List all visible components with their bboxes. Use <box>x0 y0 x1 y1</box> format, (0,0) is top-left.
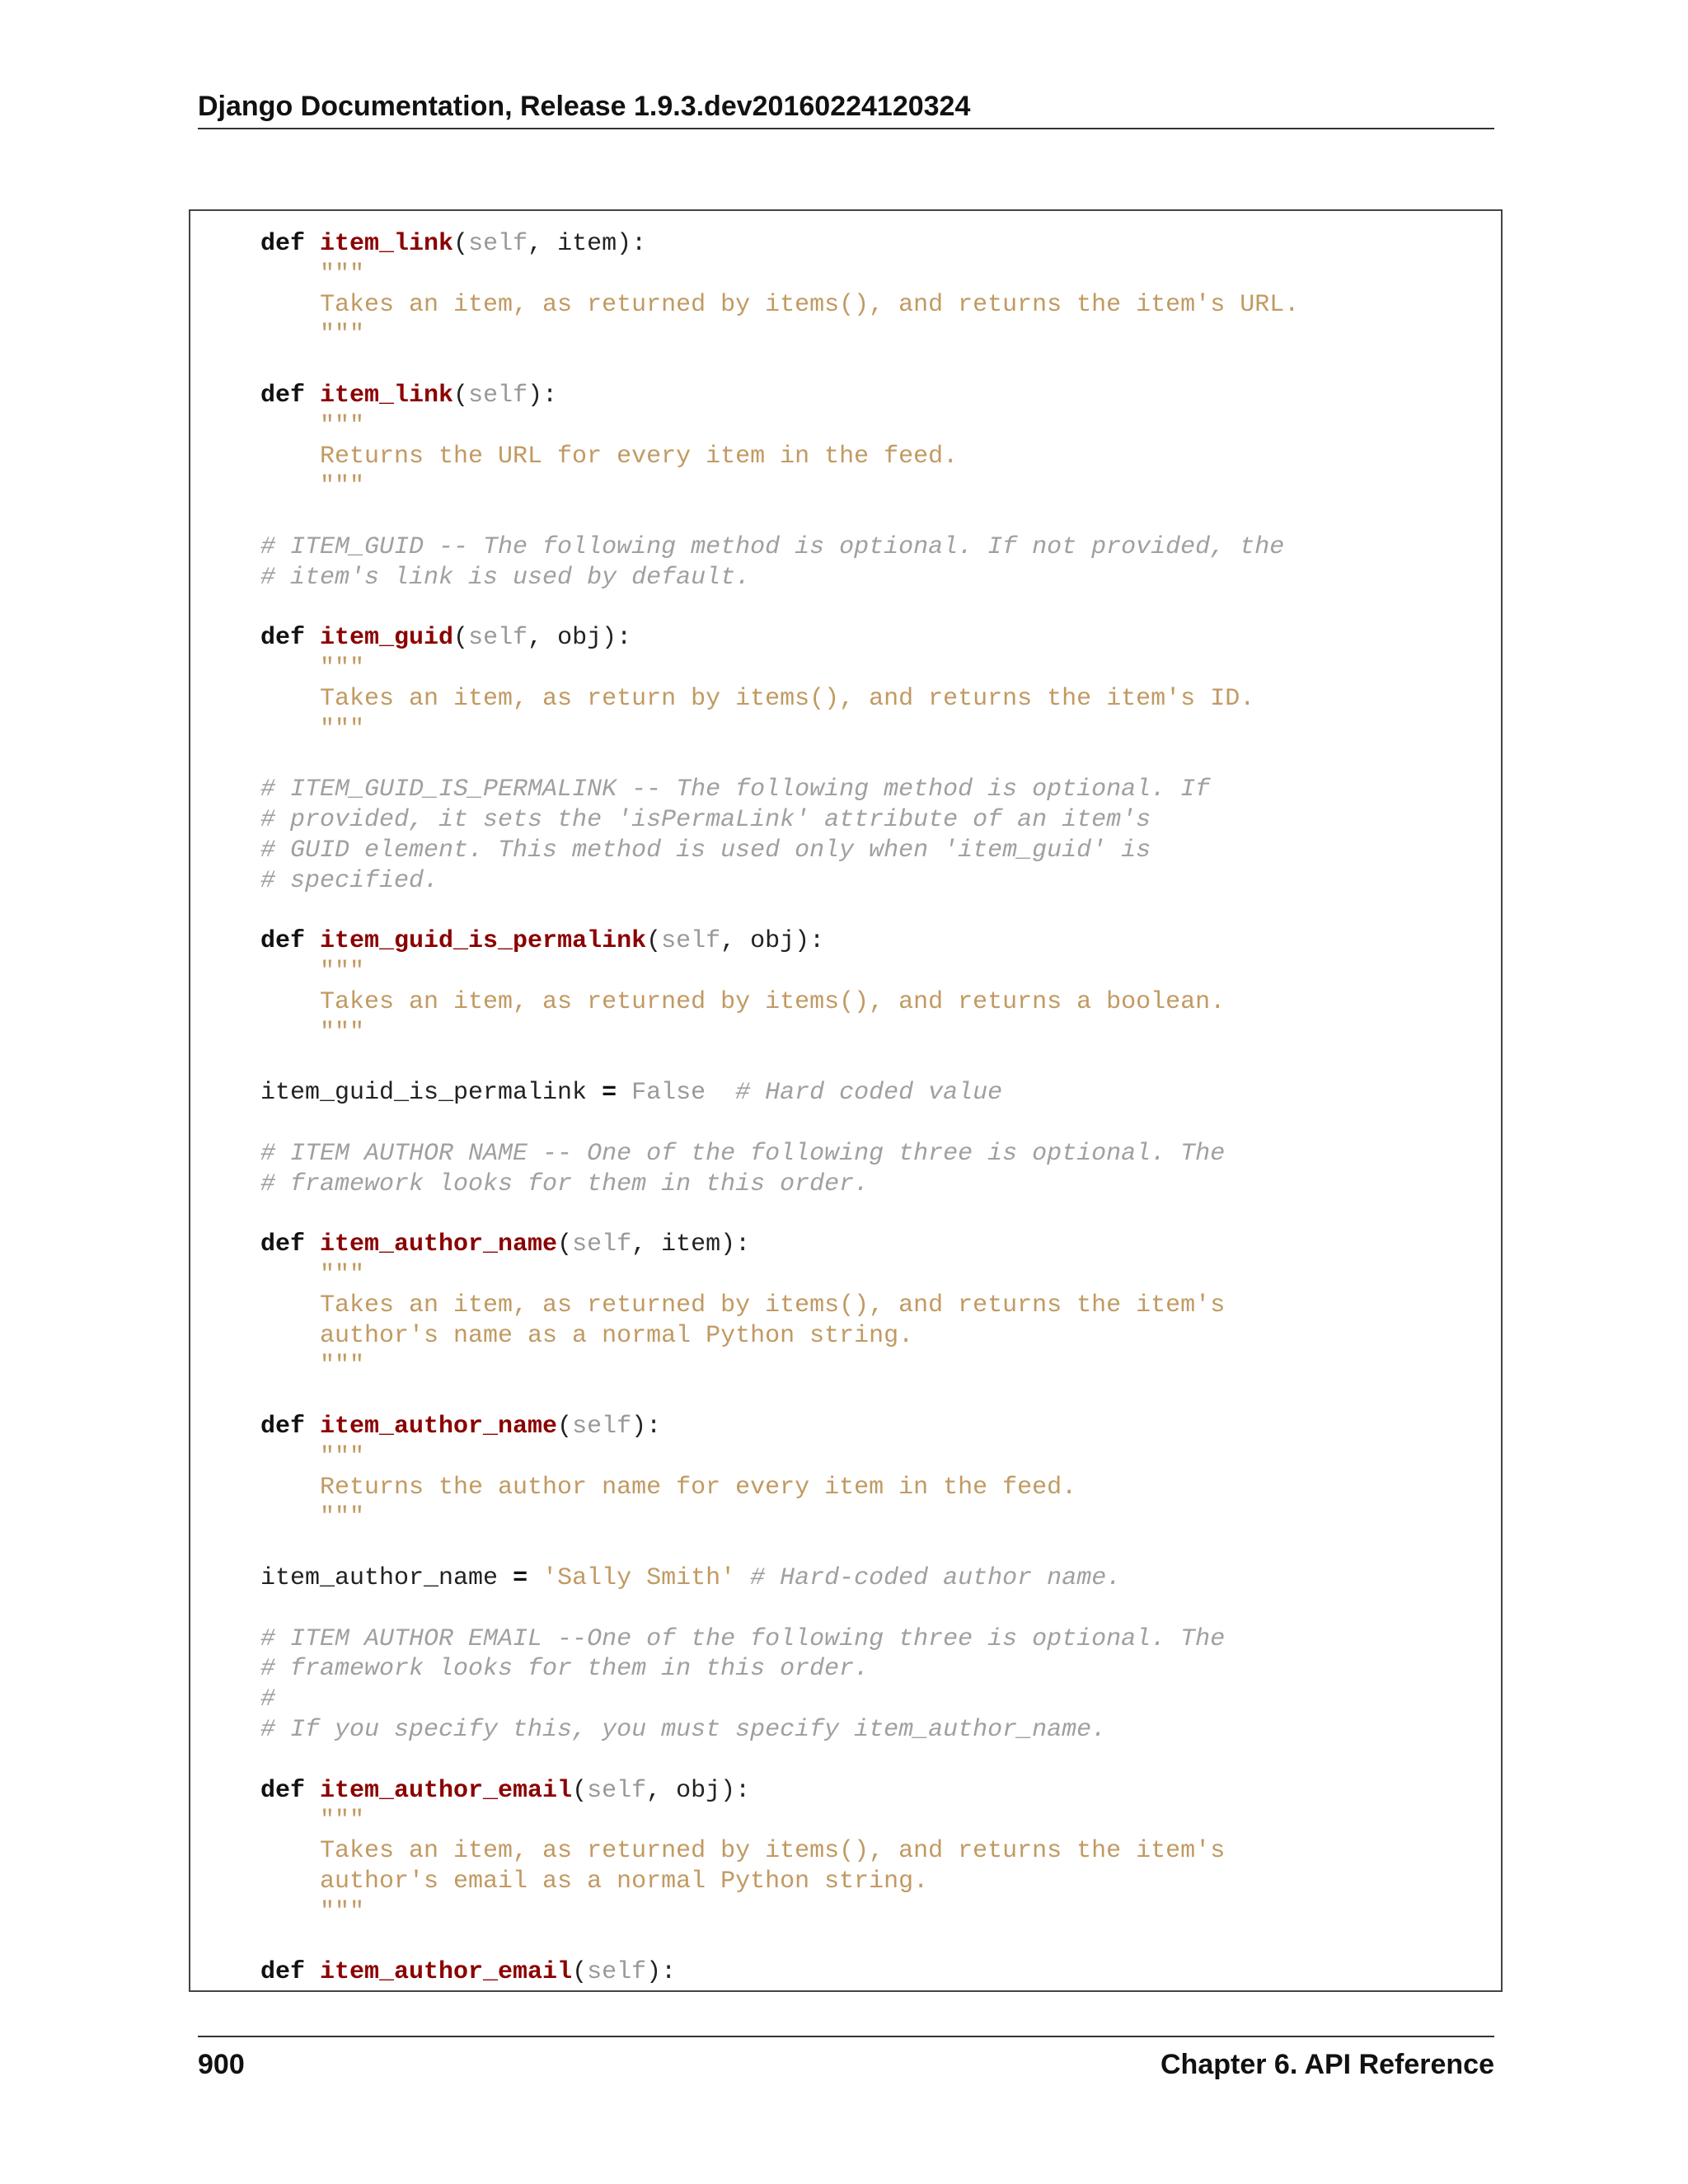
code-line <box>260 926 1299 957</box>
code-text: , item): <box>528 230 647 258</box>
string: """ <box>260 321 365 349</box>
code-text: , item): <box>631 1230 751 1259</box>
string: """ <box>260 260 365 288</box>
code-line <box>260 532 1299 563</box>
function-name: item_link <box>320 381 454 410</box>
string: """ <box>260 715 365 743</box>
code-line <box>260 1806 1299 1836</box>
comment: # provided, it sets the 'isPermaLink' attribute of an item's <box>260 806 1151 835</box>
string: Takes an item, as returned by items(), and returns a boolean. <box>260 987 1226 1016</box>
code-line <box>260 1230 1299 1260</box>
function-name: item_guid <box>320 624 454 653</box>
code-text: , obj): <box>528 624 632 653</box>
self-param: self <box>468 624 528 653</box>
self-param: self <box>572 1413 632 1441</box>
page-number: 900 <box>198 2049 245 2080</box>
code-line <box>260 1169 1299 1200</box>
string: """ <box>260 1261 365 1290</box>
code-line <box>260 1018 1299 1048</box>
code-line <box>260 1108 1299 1139</box>
chapter-title: Chapter 6. API Reference <box>1160 2049 1494 2080</box>
keyword: def <box>260 230 321 258</box>
code-line <box>260 775 1299 805</box>
string: 'Sally Smith' <box>528 1564 736 1593</box>
string: """ <box>260 1807 365 1835</box>
code-line <box>260 1473 1299 1503</box>
code-text: ): <box>646 1958 677 1987</box>
code-line <box>260 1715 1299 1746</box>
code-line <box>260 1533 1299 1563</box>
code-text: ): <box>528 381 558 410</box>
code-text: item_guid_is_permalink <box>260 1079 603 1108</box>
keyword: def <box>260 927 321 956</box>
string: """ <box>260 472 365 501</box>
self-param: self <box>587 1958 647 1987</box>
code-line <box>260 1928 1299 1958</box>
code-line <box>260 1321 1299 1352</box>
code-line <box>260 684 1299 715</box>
function-name: item_guid_is_permalink <box>320 927 647 956</box>
comment: # Hard coded value <box>706 1079 1003 1108</box>
string: Returns the author name for every item in the feed. <box>260 1473 1077 1502</box>
operator: = <box>602 1079 617 1108</box>
code-line <box>260 1351 1299 1381</box>
code-line <box>260 987 1299 1018</box>
code-line <box>260 1048 1299 1079</box>
comment: # framework looks for them in this order. <box>260 1169 870 1198</box>
code-text: ( <box>572 1776 588 1805</box>
string: """ <box>260 1503 365 1532</box>
code-line <box>260 381 1299 411</box>
code-listing <box>260 229 1299 1988</box>
code-line <box>260 593 1299 624</box>
string: author's email as a normal Python string. <box>260 1868 929 1896</box>
comment: # <box>260 1685 276 1714</box>
code-text: , obj): <box>646 1776 751 1805</box>
code-line <box>260 897 1299 927</box>
code-line <box>260 715 1299 745</box>
code-line <box>260 260 1299 290</box>
code-line <box>260 805 1299 836</box>
code-line <box>260 1502 1299 1533</box>
code-line <box>260 1624 1299 1655</box>
code-line <box>260 1139 1299 1169</box>
code-line <box>260 1381 1299 1412</box>
code-line <box>260 1836 1299 1867</box>
comment: # ITEM_GUID -- The following method is optional. If not provided, the <box>260 532 1285 561</box>
code-line <box>260 1563 1299 1594</box>
code-text: ( <box>453 624 469 653</box>
code-line <box>260 350 1299 381</box>
code-line <box>260 563 1299 593</box>
code-line <box>260 1442 1299 1473</box>
keyword: def <box>260 1776 321 1805</box>
string: """ <box>260 958 365 987</box>
comment: # ITEM AUTHOR EMAIL --One of the following three is optional. The <box>260 1624 1226 1653</box>
code-line <box>260 1957 1299 1988</box>
code-text: ( <box>453 381 469 410</box>
page-header <box>198 91 1494 129</box>
string: """ <box>260 411 365 440</box>
code-text: ( <box>453 230 469 258</box>
keyword: def <box>260 624 321 653</box>
code-line <box>260 866 1299 897</box>
keyword: def <box>260 1413 321 1441</box>
code-line <box>260 290 1299 321</box>
code-text: item_author_name <box>260 1564 513 1593</box>
function-name: item_author_email <box>320 1776 573 1805</box>
page-footer <box>198 2036 1494 2081</box>
code-line <box>260 1746 1299 1776</box>
keyword: def <box>260 1958 321 1987</box>
comment: # GUID element. This method is used only when 'item_guid' is <box>260 836 1151 865</box>
string: """ <box>260 654 365 683</box>
self-param: self <box>572 1230 632 1259</box>
code-line <box>260 502 1299 532</box>
code-line <box>260 623 1299 654</box>
string: Takes an item, as returned by items(), and returns the item's <box>260 1291 1226 1319</box>
code-line <box>260 1867 1299 1897</box>
self-param: self <box>587 1776 647 1805</box>
string: """ <box>260 1442 365 1471</box>
comment: # If you specify this, you must specify item_author_name. <box>260 1716 1107 1745</box>
string: Takes an item, as returned by items(), and returns the item's URL. <box>260 290 1300 319</box>
comment: # ITEM AUTHOR NAME -- One of the following three is optional. The <box>260 1139 1226 1168</box>
comment: # specified. <box>260 866 439 895</box>
self-param: self <box>661 927 721 956</box>
code-line <box>260 1685 1299 1715</box>
self-param: self <box>468 381 528 410</box>
comment: # item's link is used by default. <box>260 563 751 592</box>
document-title: Django Documentation, Release 1.9.3.dev20160224120324 <box>198 91 971 122</box>
string: """ <box>260 1897 365 1926</box>
code-text: ( <box>646 927 662 956</box>
code-line <box>260 745 1299 776</box>
operator: = <box>513 1564 528 1593</box>
code-text: ( <box>557 1230 573 1259</box>
function-name: item_author_name <box>320 1230 558 1259</box>
string: """ <box>260 1018 365 1047</box>
keyword: def <box>260 381 321 410</box>
code-line <box>260 957 1299 987</box>
string: Takes an item, as return by items(), and returns the item's ID. <box>260 684 1255 713</box>
string: author's name as a normal Python string. <box>260 1321 914 1350</box>
code-text: ( <box>557 1413 573 1441</box>
code-line <box>260 411 1299 442</box>
code-line <box>260 654 1299 684</box>
constant: False <box>617 1079 706 1108</box>
code-text: ): <box>631 1413 662 1441</box>
string: Takes an item, as returned by items(), and returns the item's <box>260 1837 1226 1866</box>
comment: # ITEM_GUID_IS_PERMALINK -- The following method is optional. If <box>260 776 1211 804</box>
code-line <box>260 229 1299 260</box>
function-name: item_author_name <box>320 1413 558 1441</box>
comment: # Hard-coded author name. <box>735 1564 1122 1593</box>
code-line <box>260 320 1299 350</box>
code-line <box>260 1200 1299 1230</box>
code-line <box>260 1260 1299 1291</box>
code-text: ( <box>572 1958 588 1987</box>
code-text: , obj): <box>720 927 825 956</box>
self-param: self <box>468 230 528 258</box>
code-line <box>260 1594 1299 1624</box>
code-line <box>260 1776 1299 1807</box>
code-line <box>260 1291 1299 1321</box>
comment: # framework looks for them in this order. <box>260 1655 870 1684</box>
string: Returns the URL for every item in the feed. <box>260 442 959 471</box>
code-line <box>260 1654 1299 1685</box>
code-line <box>260 471 1299 502</box>
function-name: item_link <box>320 230 454 258</box>
code-line <box>260 442 1299 472</box>
code-block <box>189 209 1503 1992</box>
code-line <box>260 836 1299 866</box>
code-line <box>260 1412 1299 1442</box>
function-name: item_author_email <box>320 1958 573 1987</box>
string: """ <box>260 1352 365 1380</box>
code-line <box>260 1078 1299 1108</box>
keyword: def <box>260 1230 321 1259</box>
code-line <box>260 1897 1299 1928</box>
